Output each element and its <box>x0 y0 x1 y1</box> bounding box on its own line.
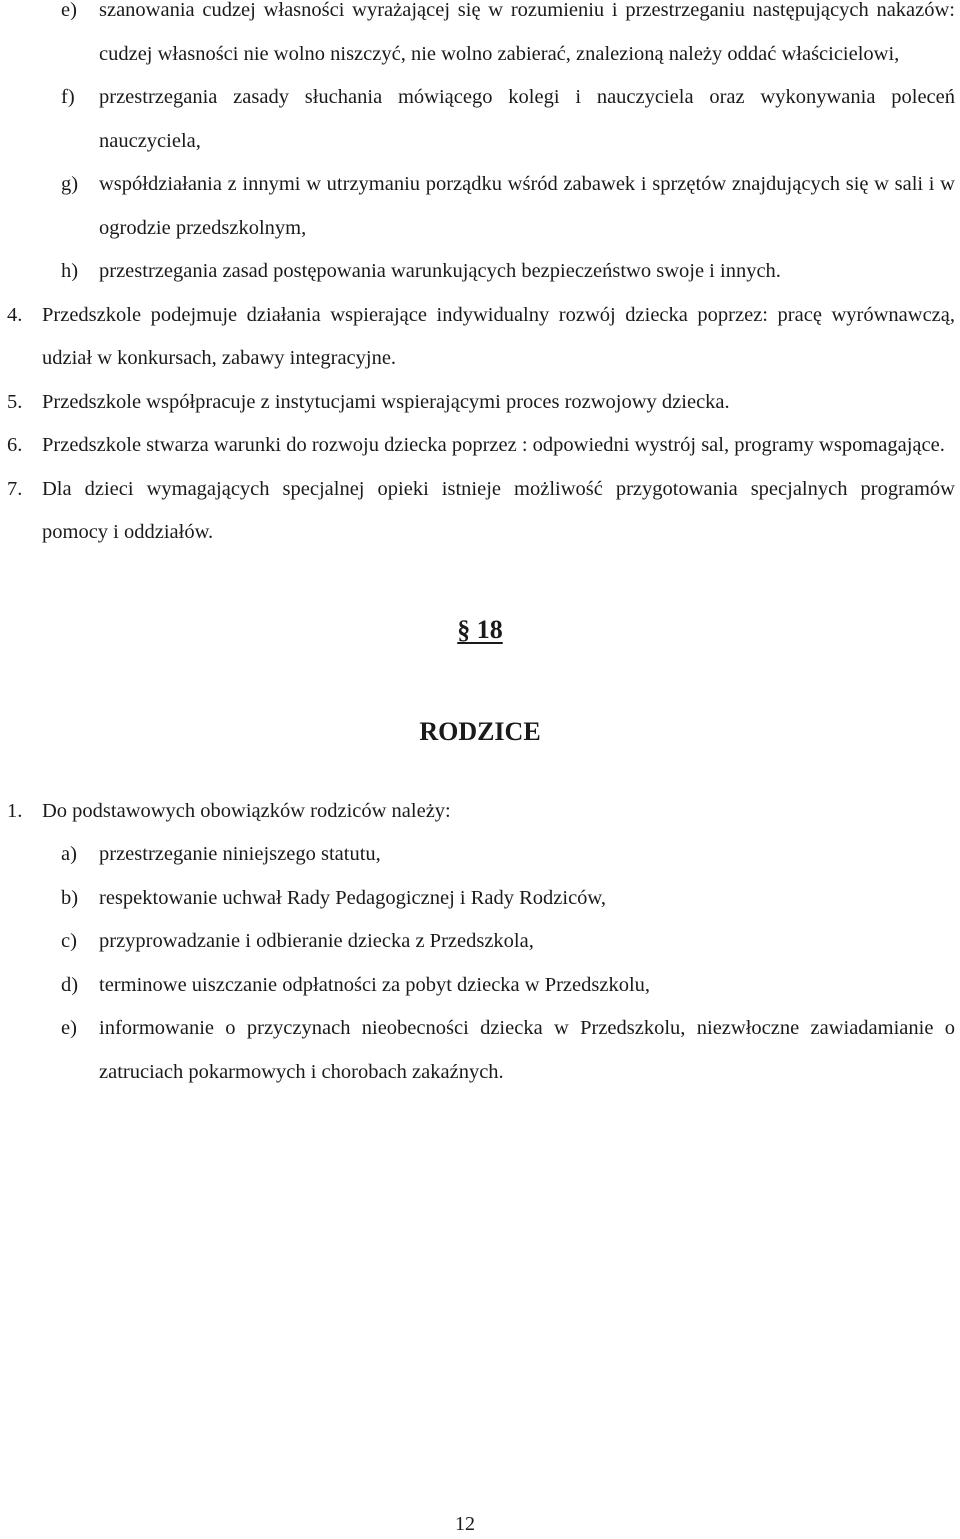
list-marker: b) <box>61 886 79 909</box>
list-marker: e) <box>61 0 77 21</box>
list-item-text: przyprowadzanie i odbieranie dziecka z Przedszkola, <box>99 930 534 952</box>
section-heading <box>0 612 960 648</box>
list-item-text: terminowe uiszczanie odpłatności za pobyt dziecka w Przedszkolu, <box>99 973 651 996</box>
section-number: § 18 <box>457 614 503 644</box>
numbered-item-4 <box>0 294 960 381</box>
list-marker: g) <box>61 173 79 195</box>
list-marker: d) <box>61 973 79 996</box>
numbered-item-1 <box>0 790 960 834</box>
page-number: 12 <box>455 1513 475 1535</box>
list-item-a <box>0 833 960 877</box>
list-marker: e) <box>61 1017 77 1039</box>
list-item-e2 <box>0 1007 960 1094</box>
numbered-item-text: Przedszkole współpracuje z instytucjami wspierającymi proces rozwojowy dziecka. <box>42 390 730 413</box>
list-marker: f) <box>61 86 75 108</box>
list-item-text: szanowania cudzej własności wyrażającej się w rozumieniu i przestrzeganiu następujących nakazów: cudzej własności nie wolno niszczyć, nie wolno zabierać, znalezioną należy oddać właścicielowi, <box>99 0 955 65</box>
numbered-item-text: Przedszkole stwarza warunki do rozwoju dziecka poprzez : odpowiedni wystrój sal, programy wspomagające. <box>42 434 945 456</box>
list-marker: c) <box>61 930 77 952</box>
list-item-g <box>0 163 960 250</box>
list-item-text: przestrzegania zasad postępowania warunkujących bezpieczeństwo swoje i innych. <box>99 260 781 282</box>
list-item-text: informowanie o przyczynach nieobecności dziecka w Przedszkolu, niezwłoczne zawiadamianie o zatruciach pokarmowych i chorobach zakaźnych. <box>99 1017 955 1083</box>
number-marker: 7. <box>7 477 23 500</box>
list-item-text: współdziałania z innymi w utrzymaniu porządku wśród zabawek i sprzętów znajdujących się w sali i w ogrodzie przedszkolnym, <box>99 173 955 239</box>
list-item-f <box>0 76 960 163</box>
numbered-item-5 <box>0 381 960 425</box>
list-item-text: przestrzeganie niniejszego statutu, <box>99 843 381 865</box>
list-marker: a) <box>61 843 77 865</box>
list-item-h <box>0 250 960 294</box>
list-item-text: respektowanie uchwał Rady Pedagogicznej i Rady Rodziców, <box>99 886 607 909</box>
list-item-c <box>0 920 960 964</box>
numbered-item-7 <box>0 468 960 555</box>
section-title: RODZICE <box>419 716 541 746</box>
list-item-e <box>0 0 960 76</box>
number-marker: 5. <box>7 390 23 413</box>
list-item-text: przestrzegania zasady słuchania mówiącego kolegi i nauczyciela oraz wykonywania poleceń nauczyciela, <box>99 86 955 152</box>
number-marker: 1. <box>7 799 23 822</box>
numbered-item-text: Dla dzieci wymagających specjalnej opieki istnieje możliwość przygotowania specjalnych programów pomocy i oddziałów. <box>42 477 955 543</box>
numbered-item-text: Do podstawowych obowiązków rodziców należy: <box>42 799 451 822</box>
numbered-item-text: Przedszkole podejmuje działania wspierające indywidualny rozwój dziecka poprzez: pracę wyrównawczą, udział w konkursach, zabawy integracyjne. <box>42 303 955 369</box>
number-marker: 4. <box>7 303 23 326</box>
list-item-d <box>0 964 960 1008</box>
numbered-item-6 <box>0 424 960 468</box>
number-marker: 6. <box>7 434 23 456</box>
list-item-b <box>0 877 960 921</box>
list-marker: h) <box>61 260 79 282</box>
